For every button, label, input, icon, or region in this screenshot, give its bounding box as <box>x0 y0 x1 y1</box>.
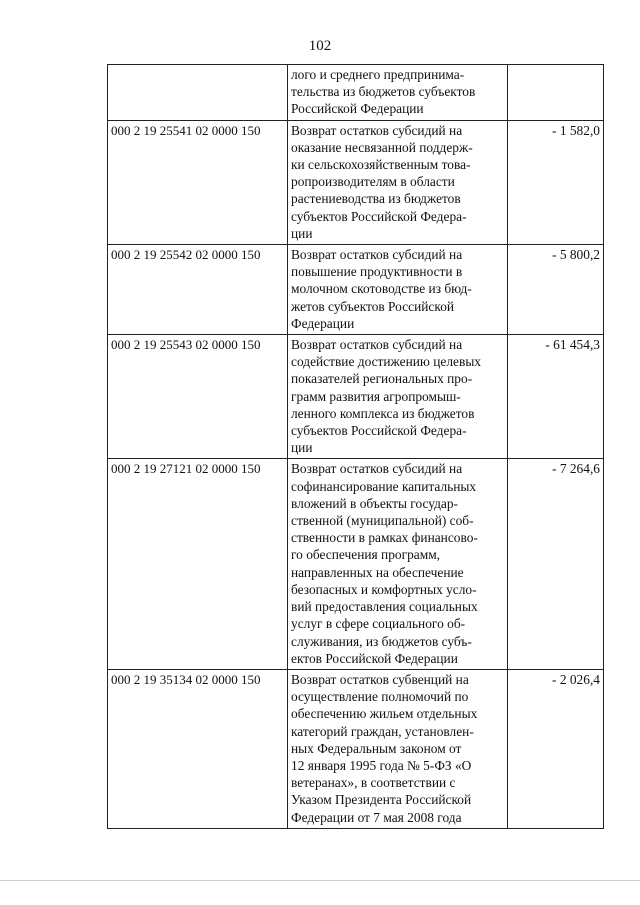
budget-code-cell: 000 2 19 25542 02 0000 150 <box>108 245 288 335</box>
table-row <box>108 459 604 669</box>
table-row <box>108 120 604 244</box>
amount-cell: - 1 582,0 <box>508 120 604 244</box>
description-cell: лого и среднего предпринима- тельства из бюджетов субъектов Российской Федерации <box>288 65 508 121</box>
description-cell: Возврат остатков субсидий на софинансирование капитальных вложений в объекты государ- ственной (муниципальной) соб- ственности в рамках финансово- го обеспечения программ, направленных на обеспечение безопасных и комфортных усло- вий предоставления социальных услуг в сфере социального об- служивания, из бюджетов субъ- ектов Российской Федерации <box>288 459 508 669</box>
budget-code-cell: 000 2 19 35134 02 0000 150 <box>108 669 288 828</box>
amount-cell: - 7 264,6 <box>508 459 604 669</box>
description-cell: Возврат остатков субсидий на содействие достижению целевых показателей региональных про- грамм развития агропромыш- ленного комплекса из бюджетов субъектов Российской Федера- ции <box>288 335 508 459</box>
scan-edge-divider <box>0 880 640 881</box>
description-cell: Возврат остатков субсидий на повышение продуктивности в молочном скотоводстве из бюд- жетов субъектов Российской Федерации <box>288 245 508 335</box>
table-row <box>108 245 604 335</box>
amount-cell: - 61 454,3 <box>508 335 604 459</box>
budget-code-cell: 000 2 19 25541 02 0000 150 <box>108 120 288 244</box>
budget-code-cell: 000 2 19 25543 02 0000 150 <box>108 335 288 459</box>
table-row <box>108 335 604 459</box>
budget-code-cell <box>108 65 288 121</box>
description-cell: Возврат остатков субвенций на осуществление полномочий по обеспечению жильем отдельных категорий граждан, установлен- ных Федеральным законом от 12 января 1995 года № 5-ФЗ «О ветеранах», в соответствии с Указом Президента Российской Федерации от 7 мая 2008 года <box>288 669 508 828</box>
amount-cell: - 5 800,2 <box>508 245 604 335</box>
table-row <box>108 65 604 121</box>
page-number: 102 <box>308 38 332 54</box>
budget-code-cell: 000 2 19 27121 02 0000 150 <box>108 459 288 669</box>
table-row <box>108 669 604 828</box>
description-cell: Возврат остатков субсидий на оказание несвязанной поддерж- ки сельскохозяйственным това- ропроизводителям в области растениеводства из бюджетов субъектов Российской Федера- ции <box>288 120 508 244</box>
amount-cell <box>508 65 604 121</box>
amount-cell: - 2 026,4 <box>508 669 604 828</box>
budget-table <box>107 64 604 829</box>
